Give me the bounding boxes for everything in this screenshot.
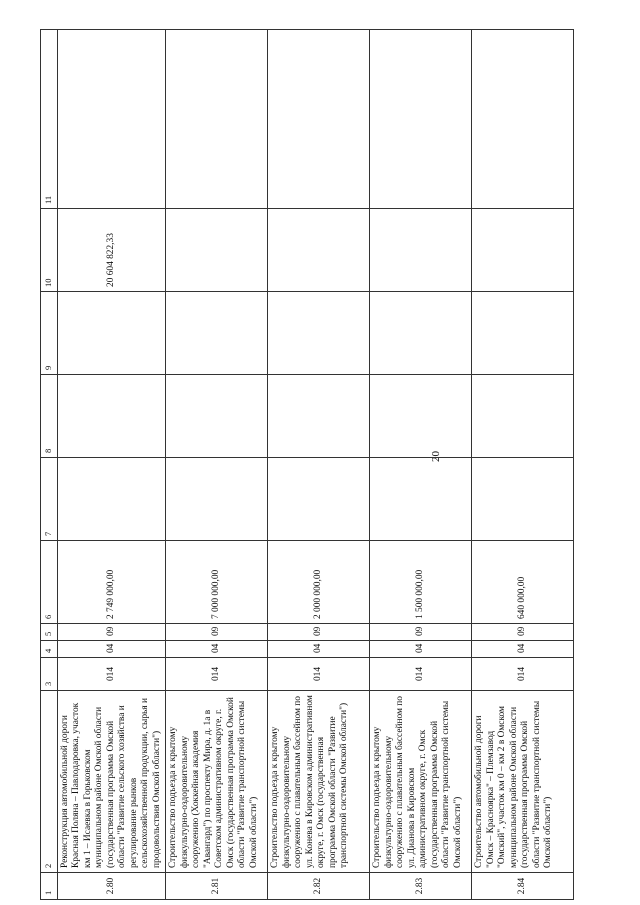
table-row (58, 30, 166, 900)
row-amount-11 (370, 30, 472, 209)
row-code-3: 014 (472, 658, 574, 691)
row-amount-8 (268, 375, 370, 458)
col-header: 2 (41, 691, 58, 873)
col-header: 10 (41, 209, 58, 292)
row-amount-11 (58, 30, 166, 209)
row-amount-6: 7 000 000,00 (166, 541, 268, 624)
row-name: Строительство подъезда к крытому физкультурно-оздоровительному сооружению с плавательным бассейном по ул. Дианова в Кировском административном округе, г. Омск (государственная программа Омской области "Развитие транспортной системы Омской области") (370, 691, 472, 873)
row-amount-10 (370, 209, 472, 292)
row-name: Строительство подъезда к крытому физкультурно-оздоровительному сооружению с плавательным бассейном по ул. Конева в Кировском административном округе, г. Омск (государственная программа Омской области "Развитие транспортной системы Омской области") (268, 691, 370, 873)
row-amount-10 (166, 209, 268, 292)
row-amount-9 (268, 292, 370, 375)
row-amount-6: 640 000,00 (472, 541, 574, 624)
row-amount-9 (370, 292, 472, 375)
row-amount-10: 20 604 822,33 (58, 209, 166, 292)
col-header: 3 (41, 658, 58, 691)
row-amount-7 (166, 458, 268, 541)
col-header: 5 (41, 624, 58, 641)
row-name: Строительство подъезда к крытому физкультурно-оздоровительному сооружению (Хоккейная академия "Авангард") по проспекту Мира, д. 1а в Советском административном округе, г. Омск (государственная программа Омской области "Развитие транспортной системы Омской области") (166, 691, 268, 873)
col-header: 11 (41, 30, 58, 209)
row-number: 2.83 (370, 873, 472, 900)
row-amount-6: 2 000 000,00 (268, 541, 370, 624)
row-amount-6: 2 749 000,00 (58, 541, 166, 624)
row-name: Реконструкция автомобильной дороги Красная Поляна – Павлодаровка, участок км 1 – Исаевка в Горьковском муниципальном районе Омской области (государственная программа Омской области "Развитие сельского хозяйства и регулирование рынков сельскохозяйственной продукции, сырья и продовольствия Омской области") (58, 691, 166, 873)
col-header: 9 (41, 292, 58, 375)
row-code-5: 09 (166, 624, 268, 641)
row-amount-8 (370, 375, 472, 458)
row-amount-11 (268, 30, 370, 209)
row-code-4: 04 (268, 641, 370, 658)
column-number-row (41, 30, 58, 900)
col-header: 1 (41, 873, 58, 900)
table-row (166, 30, 268, 900)
row-amount-9 (472, 292, 574, 375)
row-amount-11 (472, 30, 574, 209)
budget-table (40, 29, 574, 900)
row-code-3: 014 (58, 658, 166, 691)
row-amount-8 (58, 375, 166, 458)
table-row (370, 30, 472, 900)
row-amount-7 (472, 458, 574, 541)
row-code-4: 04 (370, 641, 472, 658)
table-row (268, 30, 370, 900)
row-number: 2.82 (268, 873, 370, 900)
row-amount-8 (166, 375, 268, 458)
row-amount-10 (268, 209, 370, 292)
row-code-5: 09 (58, 624, 166, 641)
row-amount-9 (166, 292, 268, 375)
row-amount-10 (472, 209, 574, 292)
row-code-3: 014 (370, 658, 472, 691)
col-header: 6 (41, 541, 58, 624)
row-name: Строительство автомобильной дороги "Омск – Красноярка" – Племзавод "Омский", участок км 0 – км 2 в Омском муниципальном районе Омской области (государственная программа Омской области "Развитие транспортной системы Омской области") (472, 691, 574, 873)
table-row (472, 30, 574, 900)
row-number: 2.84 (472, 873, 574, 900)
row-code-5: 09 (472, 624, 574, 641)
page-number: 20 (430, 451, 442, 462)
row-code-4: 04 (58, 641, 166, 658)
row-code-5: 09 (370, 624, 472, 641)
row-code-3: 014 (166, 658, 268, 691)
row-code-3: 014 (268, 658, 370, 691)
row-amount-8 (472, 375, 574, 458)
row-number: 2.80 (58, 873, 166, 900)
col-header: 8 (41, 375, 58, 458)
row-amount-7 (58, 458, 166, 541)
row-amount-7 (370, 458, 472, 541)
col-header: 7 (41, 458, 58, 541)
row-number: 2.81 (166, 873, 268, 900)
row-amount-6: 1 500 000,00 (370, 541, 472, 624)
col-header: 4 (41, 641, 58, 658)
row-amount-7 (268, 458, 370, 541)
row-code-5: 09 (268, 624, 370, 641)
row-code-4: 04 (166, 641, 268, 658)
row-amount-11 (166, 30, 268, 209)
row-code-4: 04 (472, 641, 574, 658)
row-amount-9 (58, 292, 166, 375)
